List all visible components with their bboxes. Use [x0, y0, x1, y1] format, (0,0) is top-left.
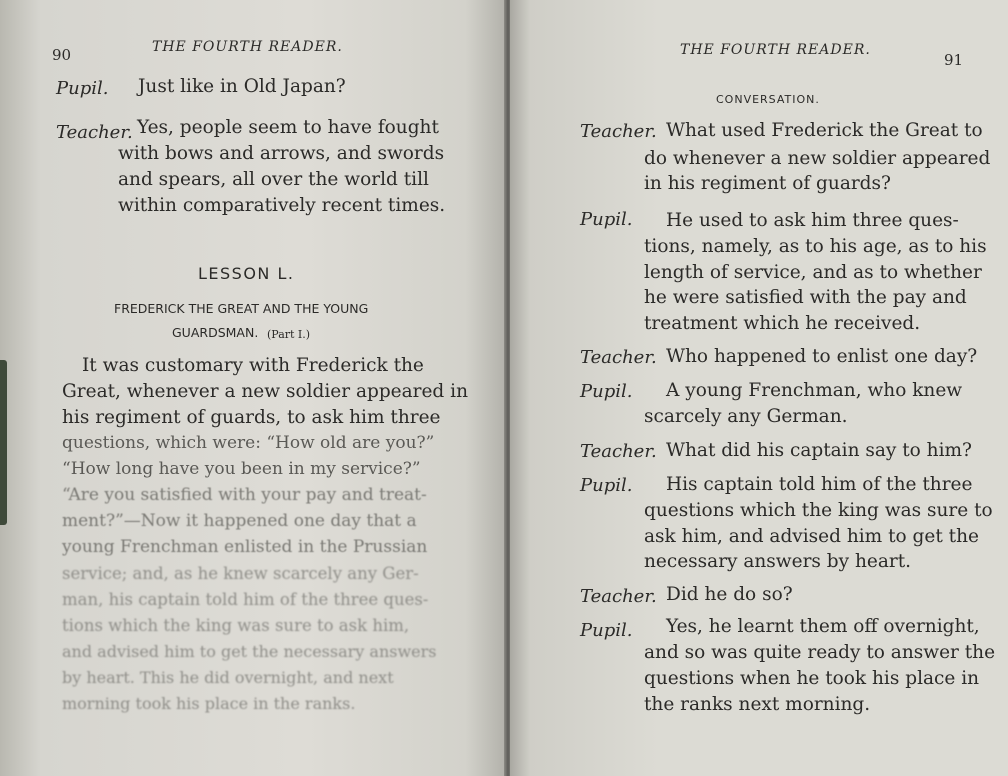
- running-head: THE FOURTH READER.: [152, 39, 343, 55]
- dialogue-line: What did his captain say to him?: [666, 440, 972, 461]
- speaker-label: Pupil.: [580, 475, 633, 496]
- paragraph-line: his regiment of guards, to ask him three: [62, 407, 441, 428]
- page-number: 90: [52, 46, 72, 64]
- right-page: [510, 0, 1008, 776]
- dialogue-line: length of service, and as to whether: [644, 262, 982, 283]
- dialogue-line: Yes, he learnt them off overnight,: [666, 616, 980, 637]
- paragraph-line: “How long have you been in my service?”: [62, 459, 421, 479]
- dialogue-line: tions, namely, as to his age, as to his: [644, 236, 987, 257]
- page-number: 91: [944, 51, 964, 69]
- section-title: CONVERSATION.: [716, 93, 820, 106]
- speaker-label: Pupil.: [580, 381, 633, 402]
- paragraph-line: by heart. This he did overnight, and next: [62, 668, 394, 687]
- dialogue-line: scarcely any German.: [644, 406, 848, 427]
- paragraph-line: Great, whenever a new soldier appeared in: [62, 381, 468, 402]
- paragraph-line: morning took his place in the ranks.: [62, 694, 356, 713]
- dialogue-line: and spears, all over the world till: [118, 169, 429, 190]
- dialogue-line: A young Frenchman, who knew: [666, 380, 963, 401]
- paragraph-line: tions which the king was sure to ask him,: [62, 616, 410, 635]
- dialogue-line: Who happened to enlist one day?: [666, 346, 978, 367]
- paragraph-line: questions, which were: “How old are you?”: [62, 433, 435, 453]
- lesson-subtitle: FREDERICK THE GREAT AND THE YOUNG: [114, 301, 369, 316]
- dialogue-line: treatment which he received.: [644, 313, 921, 334]
- dialogue-line: the ranks next morning.: [644, 694, 871, 715]
- dialogue-line: in his regiment of guards?: [644, 173, 891, 194]
- dialogue-line: necessary answers by heart.: [644, 551, 912, 572]
- speaker-label: Teacher.: [56, 122, 133, 143]
- paragraph-line: young Frenchman enlisted in the Prussian: [62, 537, 428, 557]
- paragraph-line: and advised him to get the necessary answers: [62, 642, 437, 661]
- speaker-label: Pupil.: [580, 209, 633, 230]
- dialogue-line: questions which the king was sure to: [644, 500, 993, 521]
- speaker-label: Teacher.: [580, 121, 657, 142]
- paragraph-line: man, his captain told him of the three ques-: [62, 590, 429, 609]
- speaker-label: Teacher.: [580, 441, 657, 462]
- paragraph-line: ment?”—Now it happened one day that a: [62, 511, 417, 531]
- lesson-part: (Part I.): [267, 328, 311, 341]
- dialogue-line: he were satisfied with the pay and: [644, 287, 967, 308]
- dialogue-line: Yes, people seem to have fought: [137, 117, 439, 138]
- dialogue-line: do whenever a new soldier appeared: [644, 148, 991, 169]
- speaker-label: Teacher.: [580, 586, 657, 607]
- dialogue-line: What used Frederick the Great to: [666, 120, 983, 141]
- bookmark-ribbon: [0, 360, 7, 525]
- dialogue-line: within comparatively recent times.: [118, 195, 446, 216]
- paragraph-line: “Are you satisfied with your pay and treat-: [62, 485, 427, 505]
- dialogue-line: questions when he took his place in: [644, 668, 980, 689]
- speaker-label: Pupil.: [580, 620, 633, 641]
- speaker-label: Teacher.: [580, 347, 657, 368]
- dialogue-line: Just like in Old Japan?: [138, 76, 346, 97]
- dialogue-line: and so was quite ready to answer the: [644, 642, 996, 663]
- paragraph-line: service; and, as he knew scarcely any Ger-: [62, 564, 419, 583]
- lesson-title: LESSON L.: [198, 264, 295, 283]
- paragraph-line: It was customary with Frederick the: [82, 355, 424, 376]
- dialogue-line: ask him, and advised him to get the: [644, 526, 979, 547]
- dialogue-line: His captain told him of the three: [666, 474, 973, 495]
- dialogue-line: with bows and arrows, and swords: [118, 143, 445, 164]
- dialogue-line: Did he do so?: [666, 584, 793, 605]
- speaker-label: Pupil.: [56, 78, 109, 99]
- lesson-subtitle: GUARDSMAN.: [172, 325, 259, 340]
- dialogue-line: He used to ask him three ques-: [666, 210, 959, 231]
- running-head: THE FOURTH READER.: [680, 42, 871, 58]
